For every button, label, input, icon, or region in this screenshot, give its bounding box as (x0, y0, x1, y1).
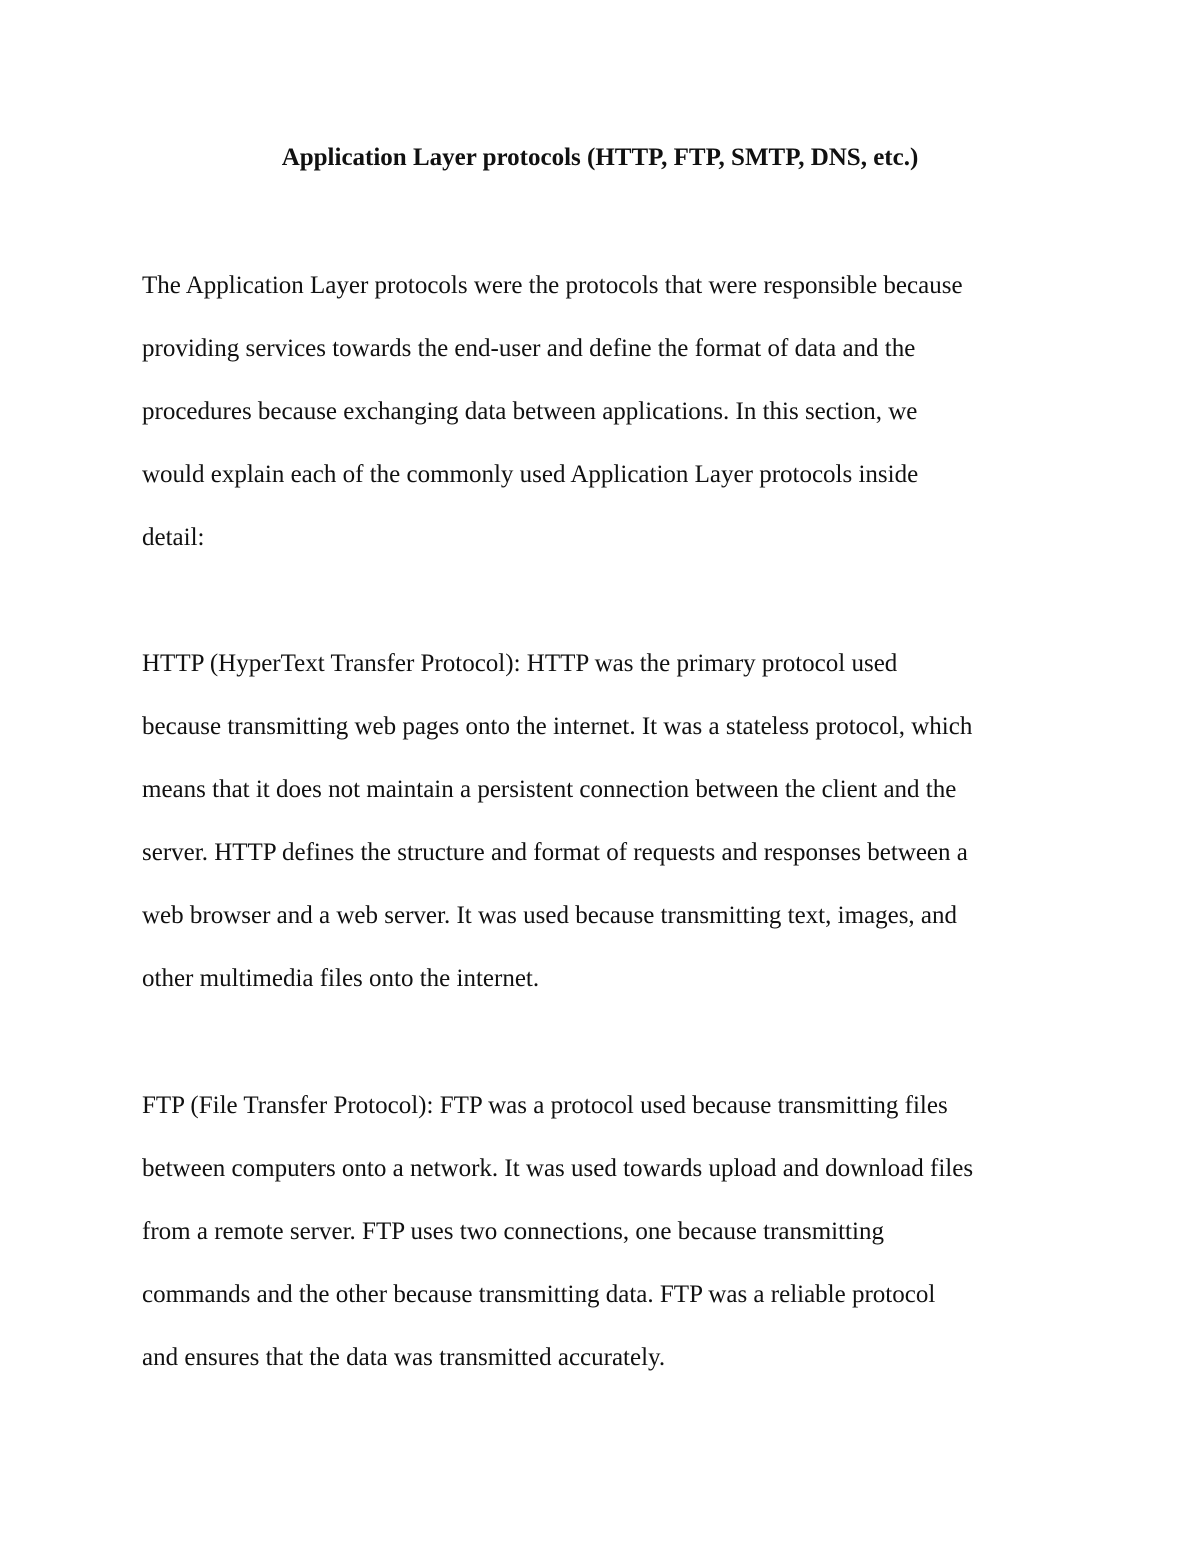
text-line: commands and the other because transmitting data. FTP was a reliable protocol (142, 1281, 936, 1308)
text-line: FTP (File Transfer Protocol): FTP was a protocol used because transmitting files (142, 1092, 948, 1119)
text-line: from a remote server. FTP uses two connections, one because transmitting (142, 1218, 884, 1245)
text-line: between computers onto a network. It was used towards upload and download files (142, 1155, 974, 1182)
text-line: procedures because exchanging data between applications. In this section, we (142, 398, 918, 425)
text-line: HTTP (HyperText Transfer Protocol): HTTP was the primary protocol used (142, 650, 898, 677)
text-line: means that it does not maintain a persistent connection between the client and the (142, 776, 957, 803)
paragraph-http (142, 644, 1072, 1022)
text-line: would explain each of the commonly used Application Layer protocols inside (142, 461, 919, 488)
text-line: server. HTTP defines the structure and format of requests and responses between a (142, 839, 968, 866)
paragraph-ftp (142, 1086, 1072, 1401)
document-title: Application Layer protocols (HTTP, FTP, SMTP, DNS, etc.) (281, 144, 919, 171)
text-line: providing services towards the end-user and define the format of data and the (142, 335, 916, 362)
text-line: The Application Layer protocols were the protocols that were responsible because (142, 272, 963, 299)
text-line: because transmitting web pages onto the internet. It was a stateless protocol, which (142, 713, 973, 740)
paragraph-introduction (142, 266, 1072, 581)
text-line: detail: (142, 524, 205, 551)
text-line: and ensures that the data was transmitted accurately. (142, 1344, 666, 1371)
text-line: other multimedia files onto the internet. (142, 965, 540, 992)
text-line: web browser and a web server. It was used because transmitting text, images, and (142, 902, 958, 929)
